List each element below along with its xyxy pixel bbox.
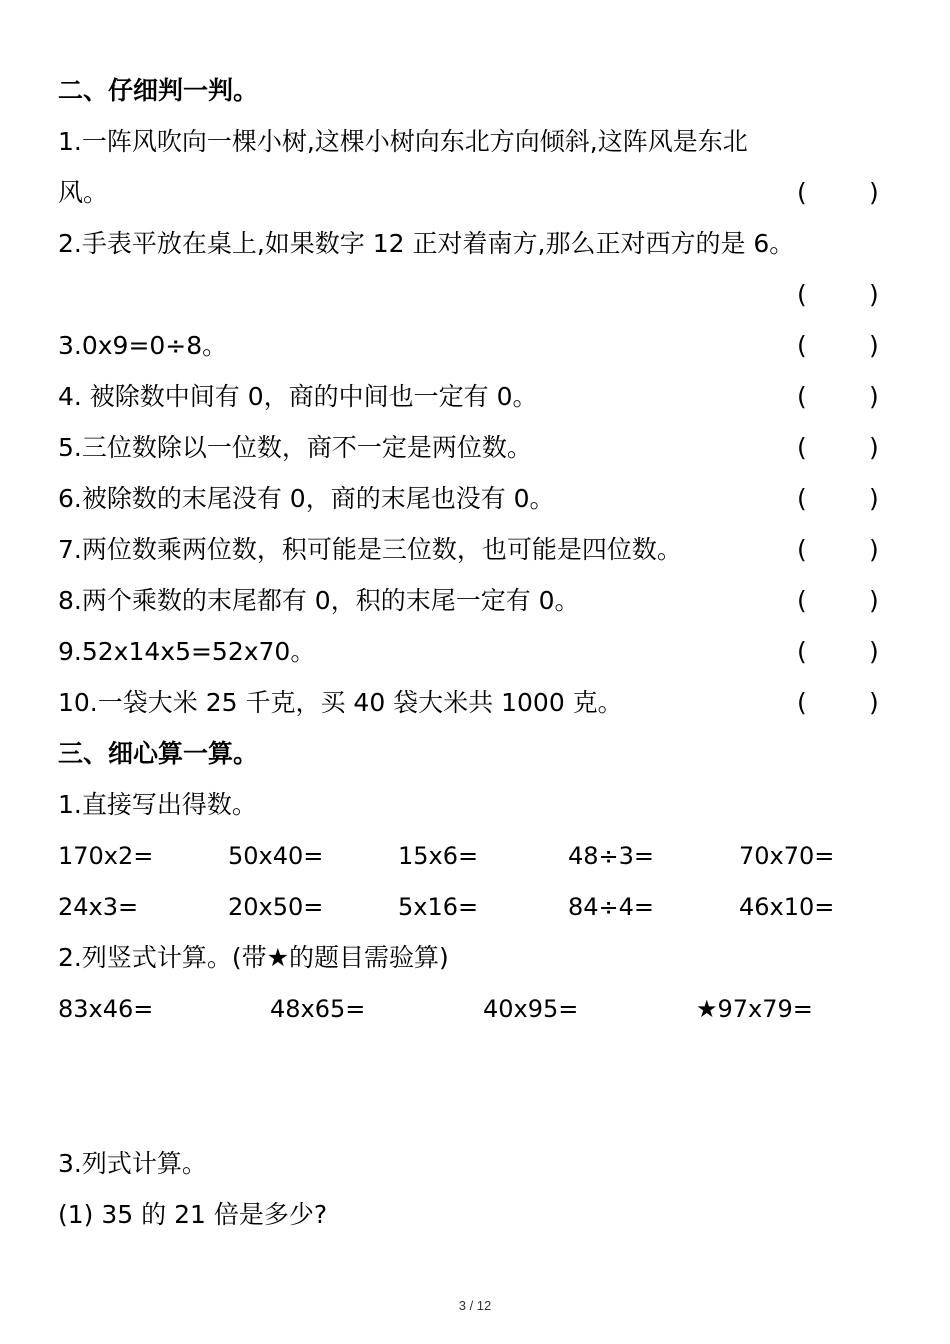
question-10: 10.一袋大米 25 千克，买 40 袋大米共 1000 克。: [58, 688, 623, 717]
paren-open: (: [797, 637, 807, 666]
paren-close: ): [869, 586, 879, 615]
question-6: 6.被除数的末尾没有 0，商的末尾也没有 0。: [58, 484, 555, 513]
paren-close: ): [869, 280, 879, 309]
paren-close: ): [869, 382, 879, 411]
paren-open: (: [797, 688, 807, 717]
question-9: 9.52x14x5=52x70。: [58, 637, 316, 666]
mental-calc-item: 50x40=: [228, 842, 324, 870]
subheading-direct-answers: 1.直接写出得数。: [58, 790, 257, 819]
question-2-line1: 2.手表平放在桌上,如果数字 12 正对着南方,那么正对西方的是 6。: [58, 229, 795, 258]
paren-open: (: [797, 586, 807, 615]
mental-calc-item: 24x3=: [58, 893, 139, 921]
subheading-vertical-calculation: 2.列竖式计算。(带★的题目需验算): [58, 943, 449, 972]
paren-open: (: [797, 280, 807, 309]
mental-calc-item: 170x2=: [58, 842, 154, 870]
vertical-calc-item: 40x95=: [483, 995, 579, 1023]
paren-close: ): [869, 433, 879, 462]
mental-calc-item: 84÷4=: [568, 893, 655, 921]
paren-open: (: [797, 535, 807, 564]
question-1-line1: 1.一阵风吹向一棵小树,这棵小树向东北方向倾斜,这阵风是东北: [58, 127, 748, 156]
page-number: 3 / 12: [458, 1298, 492, 1313]
vertical-calc-item: 48x65=: [270, 995, 366, 1023]
question-4: 4. 被除数中间有 0，商的中间也一定有 0。: [58, 382, 538, 411]
paren-close: ): [869, 688, 879, 717]
mental-calc-item: 70x70=: [739, 842, 835, 870]
mental-calc-item: 15x6=: [398, 842, 479, 870]
paren-open: (: [797, 178, 807, 207]
paren-close: ): [869, 535, 879, 564]
paren-close: ): [869, 331, 879, 360]
paren-close: ): [869, 178, 879, 207]
question-1-line2: 风。: [58, 178, 109, 207]
mental-calc-item: 5x16=: [398, 893, 479, 921]
question-8: 8.两个乘数的末尾都有 0，积的末尾一定有 0。: [58, 586, 580, 615]
paren-open: (: [797, 382, 807, 411]
mental-calc-item: 48÷3=: [568, 842, 655, 870]
question-7: 7.两位数乘两位数，积可能是三位数，也可能是四位数。: [58, 535, 682, 564]
paren-open: (: [797, 484, 807, 513]
question-3: 3.0x9=0÷8。: [58, 331, 228, 360]
paren-close: ): [869, 637, 879, 666]
mental-calc-item: 20x50=: [228, 893, 324, 921]
vertical-calc-item-verify: ★97x79=: [696, 995, 813, 1023]
paren-close: ): [869, 484, 879, 513]
vertical-calc-item: 83x46=: [58, 995, 154, 1023]
section-heading-judge: 二、仔细判一判。: [58, 76, 259, 105]
paren-open: (: [797, 433, 807, 462]
expression-question-1: (1) 35 的 21 倍是多少?: [58, 1200, 328, 1229]
paren-open: (: [797, 331, 807, 360]
subheading-expression-calculation: 3.列式计算。: [58, 1149, 207, 1178]
mental-calc-item: 46x10=: [739, 893, 835, 921]
section-heading-calculate: 三、细心算一算。: [58, 739, 259, 768]
question-5: 5.三位数除以一位数，商不一定是两位数。: [58, 433, 532, 462]
